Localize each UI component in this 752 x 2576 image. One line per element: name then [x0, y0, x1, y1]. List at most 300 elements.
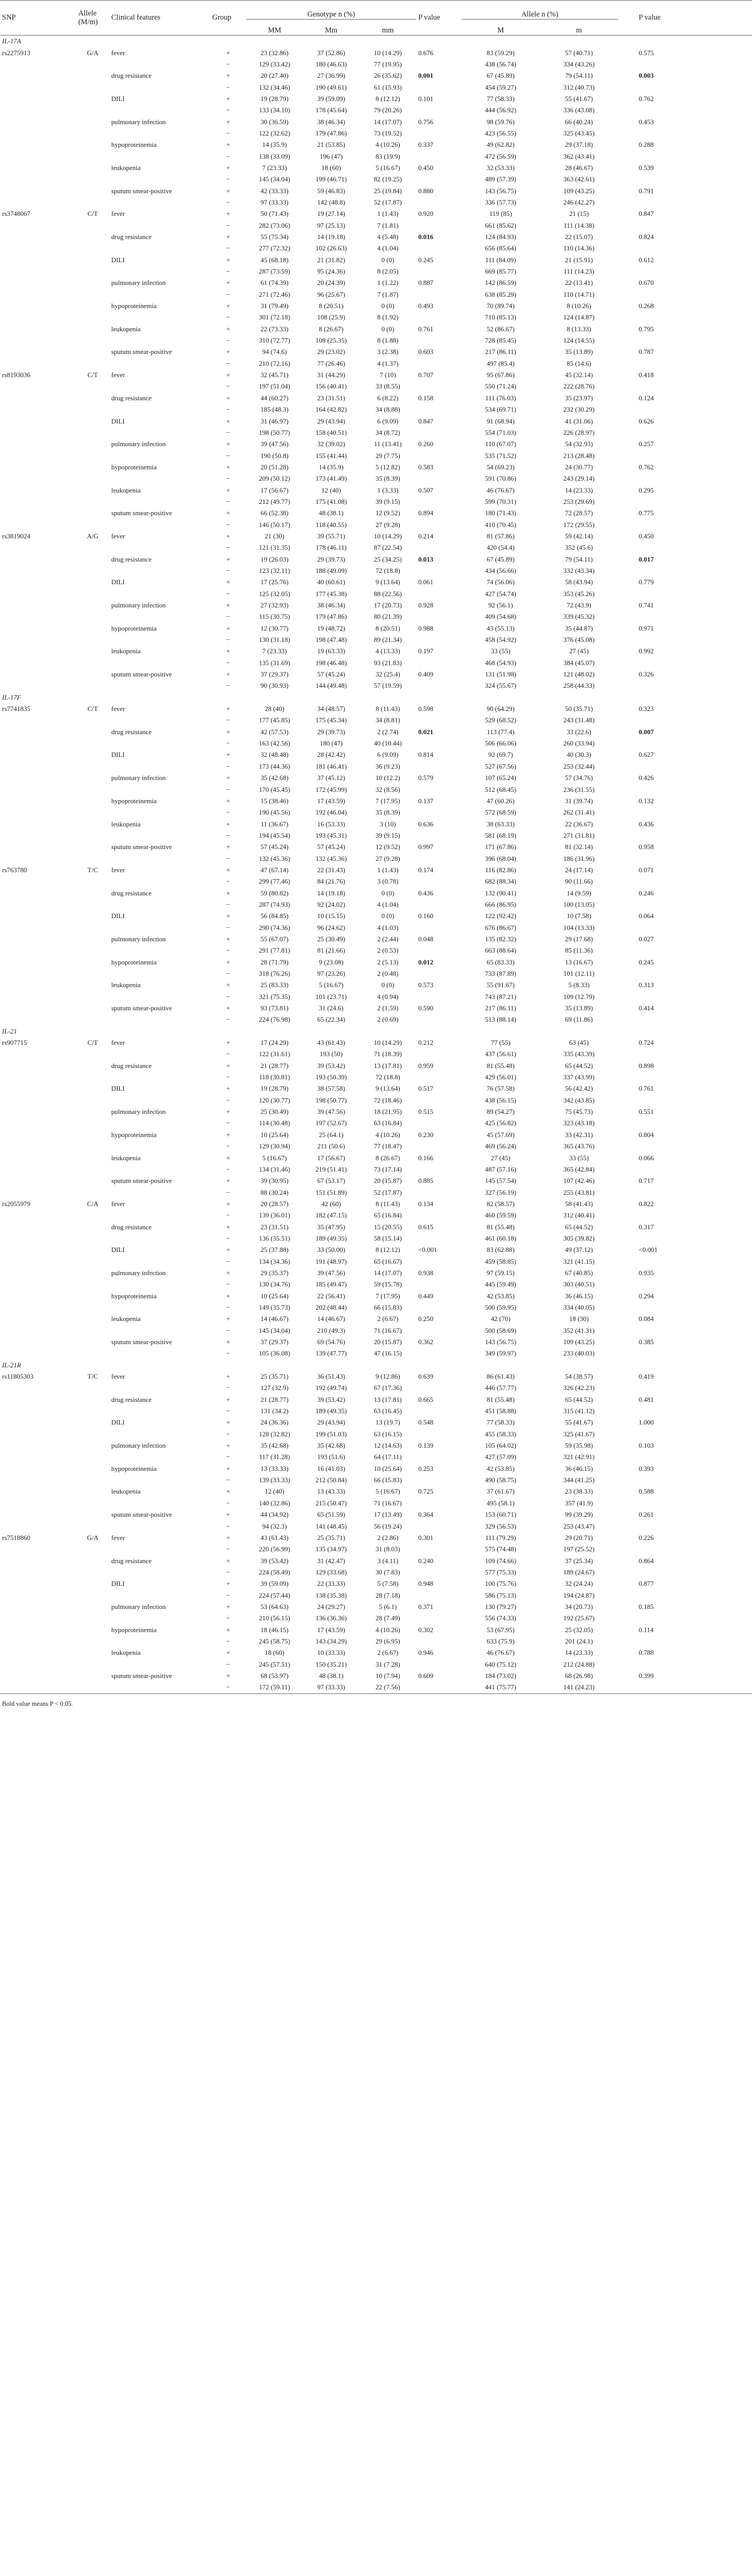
allele-p-value: 0.779	[639, 578, 654, 586]
snp-id	[0, 807, 76, 818]
allele-code: C/T	[87, 1039, 98, 1047]
genotype-p-value	[416, 1141, 462, 1152]
genotype-MM: 135 (31.69)	[259, 658, 290, 667]
genotype-mm: 2 (1.59)	[377, 1004, 399, 1012]
genotype-p-value: 0.253	[418, 1464, 434, 1472]
group-sign: −	[226, 382, 230, 391]
genotype-MM: 31 (46.97)	[260, 417, 289, 425]
genotype-p-value: 0.959	[418, 1061, 434, 1070]
table-row	[0, 1060, 752, 1072]
genotype-MM: 139 (33.33)	[259, 1476, 290, 1484]
table-row	[0, 1210, 752, 1221]
group-sign: −	[226, 808, 230, 817]
genotype-p-value	[416, 1348, 462, 1359]
allele-m: 29 (20.71)	[565, 1533, 593, 1541]
group-sign: −	[226, 1660, 230, 1668]
clinical-feature	[109, 1072, 210, 1083]
clinical-feature	[109, 1636, 210, 1647]
snp-id	[0, 853, 76, 864]
table-row	[0, 876, 752, 887]
genotype-mm: 9 (13.64)	[375, 1084, 400, 1093]
clinical-feature	[109, 761, 210, 772]
genotype-p-value: 0.166	[418, 1154, 434, 1162]
allele-code: T/C	[87, 866, 98, 874]
genotype-mm: 29 (6.95)	[375, 1637, 400, 1645]
clinical-feature	[109, 174, 210, 185]
group-sign: +	[226, 647, 230, 655]
allele-p-value	[618, 1117, 752, 1129]
genotype-Mm: 38 (46.34)	[317, 601, 346, 609]
allele-m: 111 (14.38)	[563, 221, 594, 229]
allele-p-value: 0.071	[639, 866, 654, 874]
genotype-MM: 163 (42.56)	[259, 739, 290, 748]
allele-m: 192 (25.67)	[563, 1614, 595, 1622]
group-sign: +	[226, 210, 230, 218]
allele-code: G/A	[87, 1533, 99, 1541]
genotype-MM: 118 (30.81)	[259, 1073, 290, 1081]
allele-p-value	[618, 1187, 752, 1198]
clinical-feature	[109, 1475, 210, 1486]
group-sign: +	[226, 555, 230, 563]
allele-M: 67 (45.89)	[486, 72, 515, 80]
snp-id	[0, 1509, 76, 1520]
table-row	[0, 427, 752, 438]
allele-M: 43 (55.13)	[486, 624, 515, 632]
clinical-feature: fever	[111, 866, 125, 874]
allele-p-value	[618, 1567, 752, 1578]
allele-m: 65 (44.52)	[565, 1061, 593, 1070]
allele-code	[76, 1325, 109, 1336]
allele-p-value	[618, 945, 752, 956]
genotype-Mm: 95 (24.36)	[317, 267, 346, 276]
allele-m: 124 (14.55)	[563, 336, 595, 345]
genotype-MM: 173 (44.36)	[259, 762, 290, 770]
genotype-mm: 4 (1.37)	[377, 359, 399, 367]
genotype-mm: 63 (16.84)	[373, 1119, 402, 1127]
allele-M: 46 (76.67)	[486, 486, 515, 494]
group-sign: +	[226, 796, 230, 805]
header-M: M	[462, 20, 540, 36]
genotype-p-value: 0.615	[418, 1223, 434, 1231]
allele-m: 33 (42.31)	[565, 1130, 593, 1139]
group-sign: +	[226, 187, 230, 195]
genotype-MM: 57 (45.24)	[260, 843, 289, 851]
snp-id	[0, 1498, 76, 1509]
genotype-MM: 120 (30.77)	[259, 1096, 290, 1104]
clinical-feature: pulmonary infection	[111, 1108, 166, 1116]
genotype-Mm: 92 (24.02)	[317, 900, 346, 908]
genotype-p-value: 0.021	[418, 727, 434, 736]
clinical-feature	[109, 680, 210, 691]
group-sign: +	[226, 440, 230, 448]
allele-M: 65 (83.33)	[486, 958, 515, 966]
allele-p-value: 0.426	[639, 774, 654, 782]
allele-M: 427 (54.74)	[485, 589, 517, 598]
genotype-p-value	[416, 1451, 462, 1463]
allele-m: 28 (46.67)	[565, 163, 593, 172]
clinical-feature	[109, 266, 210, 277]
genotype-Mm: 192 (49.74)	[315, 1384, 347, 1392]
snp-id	[0, 1060, 76, 1072]
allele-code	[76, 358, 109, 369]
allele-m: 81 (32.14)	[565, 843, 593, 851]
genotype-mm: 39 (9.15)	[375, 497, 400, 505]
table-row	[0, 1532, 752, 1544]
genotype-p-value: 0.814	[418, 751, 434, 759]
snp-id	[0, 1682, 76, 1693]
allele-m: 222 (28.76)	[563, 382, 595, 391]
allele-code	[76, 1106, 109, 1117]
allele-p-value	[618, 220, 752, 231]
genotype-mm: 88 (22.56)	[373, 589, 402, 598]
genotype-p-value	[416, 565, 462, 577]
genotype-p-value: 0.639	[418, 1372, 434, 1381]
allele-M: 130 (79.27)	[485, 1602, 517, 1611]
header-p-value-genotype: P value	[416, 1, 462, 36]
allele-code	[76, 1555, 109, 1566]
allele-code	[76, 1233, 109, 1244]
allele-M: 438 (56.15)	[485, 1096, 517, 1104]
allele-code	[76, 1682, 109, 1693]
allele-code	[76, 1210, 109, 1221]
group-sign: −	[226, 854, 230, 862]
allele-code	[76, 1509, 109, 1520]
genotype-p-value	[416, 1589, 462, 1601]
table-row	[0, 1003, 752, 1014]
snp-id	[0, 611, 76, 622]
genotype-Mm: 13 (43.33)	[317, 1487, 346, 1496]
snp-id	[0, 922, 76, 933]
table-row	[0, 450, 752, 461]
clinical-feature: fever	[111, 48, 125, 57]
genotype-Mm: 37 (52.86)	[317, 48, 346, 57]
group-sign: −	[226, 1015, 230, 1024]
genotype-MM: 30 (36.59)	[260, 117, 289, 126]
table-row	[0, 1336, 752, 1348]
genotype-mm: 6 (9.09)	[377, 751, 399, 759]
allele-m: 109 (43.25)	[563, 187, 595, 195]
allele-p-value: 0.295	[639, 486, 654, 494]
allele-M: 53 (67.95)	[486, 1625, 515, 1634]
allele-code	[76, 1095, 109, 1106]
snp-id	[0, 105, 76, 116]
snp-id	[0, 1417, 76, 1428]
allele-M: 111 (79.29)	[485, 1533, 516, 1541]
group-sign: −	[226, 405, 230, 414]
genotype-mm: 2 (2.86)	[377, 1533, 399, 1541]
group-sign: −	[226, 60, 230, 68]
group-sign: −	[226, 739, 230, 748]
genotype-Mm: 210 (49.3)	[317, 1326, 346, 1334]
header-clinical: Clinical features	[109, 1, 210, 36]
genotype-MM: 132 (34.46)	[259, 83, 290, 91]
allele-code	[76, 1048, 109, 1060]
genotype-MM: 129 (30.94)	[259, 1142, 290, 1150]
allele-M: 97 (59.15)	[486, 1268, 515, 1277]
allele-code	[76, 553, 109, 565]
snp-id	[0, 1175, 76, 1187]
allele-p-value: 0.824	[639, 233, 654, 241]
snp-id	[0, 1589, 76, 1601]
genotype-mm: 67 (17.36)	[373, 1384, 402, 1392]
genotype-MM: 56 (84.85)	[260, 912, 289, 920]
allele-p-value	[618, 715, 752, 726]
genotype-p-value: 0.139	[418, 1442, 434, 1450]
genotype-MM: 197 (51.04)	[259, 382, 290, 391]
group-sign: −	[226, 566, 230, 574]
genotype-MM: 25 (30.49)	[260, 1108, 289, 1116]
allele-M: 529 (68.52)	[485, 716, 517, 724]
genotype-MM: 139 (36.01)	[259, 1211, 290, 1219]
clinical-feature	[109, 1567, 210, 1578]
allele-code	[76, 1578, 109, 1589]
clinical-feature: fever	[111, 210, 125, 218]
allele-p-value	[618, 427, 752, 438]
genotype-p-value: 0.158	[418, 394, 434, 402]
genotype-mm: 1 (3.33)	[377, 486, 399, 494]
genotype-Mm: 192 (46.04)	[315, 808, 347, 817]
genotype-p-value	[416, 1072, 462, 1083]
genotype-mm: 3 (4.11)	[377, 1556, 399, 1565]
allele-m: 110 (14.71)	[563, 290, 595, 298]
genotype-Mm: 22 (33.33)	[317, 1580, 346, 1588]
allele-m: 37 (25.34)	[565, 1556, 593, 1565]
table-row	[0, 1106, 752, 1117]
group-sign: +	[226, 1671, 230, 1680]
allele-M: 458 (54.92)	[485, 636, 517, 644]
header-allele	[76, 1, 109, 36]
snp-id	[0, 1624, 76, 1635]
allele-M: 535 (71.52)	[485, 451, 517, 460]
allele-p-value	[618, 496, 752, 507]
allele-m: 365 (43.76)	[563, 1142, 595, 1150]
allele-m: 321 (41.15)	[563, 1257, 595, 1265]
genotype-p-value	[416, 1636, 462, 1647]
allele-m: 246 (42.27)	[563, 198, 595, 206]
table-row	[0, 910, 752, 922]
allele-M: 554 (71.03)	[485, 428, 517, 436]
genotype-mm: 71 (18.39)	[373, 1050, 402, 1058]
genotype-mm: 10 (7.94)	[375, 1671, 400, 1680]
allele-M: 77 (58.33)	[486, 1418, 515, 1427]
snp-id	[0, 1544, 76, 1555]
allele-code: T/C	[87, 1372, 98, 1381]
genotype-MM: 140 (32.86)	[259, 1499, 290, 1507]
allele-p-value: 0.103	[639, 1442, 654, 1450]
genotype-Mm: 96 (25.67)	[317, 290, 346, 298]
table-row	[0, 1279, 752, 1290]
genotype-p-value	[416, 680, 462, 691]
header-allele-n: Allele n (%)	[462, 1, 618, 20]
genotype-MM: 39 (53.42)	[260, 1556, 289, 1565]
allele-m: 342 (43.85)	[563, 1096, 595, 1104]
genotype-Mm: 156 (40.41)	[315, 382, 347, 391]
genotype-Mm: 65 (22.34)	[317, 1015, 346, 1024]
allele-m: 121 (48.02)	[563, 670, 595, 679]
genotype-mm: 2 (0.69)	[377, 1015, 399, 1024]
genotype-MM: 94 (32.3)	[262, 1522, 287, 1530]
group-sign: −	[226, 198, 230, 206]
genotype-mm: 29 (7.75)	[375, 451, 400, 460]
table-row	[0, 484, 752, 496]
allele-M: 27 (45)	[491, 1154, 510, 1162]
genotype-p-value	[416, 1117, 462, 1129]
genotype-mm: 63 (16.15)	[373, 1430, 402, 1438]
group-sign: −	[226, 613, 230, 621]
genotype-p-value: 0.573	[418, 981, 434, 989]
allele-code	[76, 1164, 109, 1175]
genotype-p-value: 0.371	[418, 1602, 434, 1611]
genotype-Mm: 16 (53.33)	[317, 820, 346, 828]
genotype-MM: 19 (26.03)	[260, 555, 289, 563]
allele-m: 141 (24.23)	[540, 1682, 618, 1693]
genotype-MM: 14 (35.9)	[262, 141, 287, 149]
genotype-MM: 15 (38.46)	[260, 796, 289, 805]
genotype-p-value: 0.101	[418, 94, 434, 103]
genotype-mm: 30 (7.83)	[375, 1568, 400, 1576]
snp-id	[0, 945, 76, 956]
group-sign: −	[210, 1682, 246, 1693]
clinical-feature	[109, 807, 210, 818]
footnote: Bold value means P < 0.05.	[2, 1700, 73, 1707]
genotype-p-value	[416, 473, 462, 484]
snp-id	[0, 81, 76, 93]
table-row	[0, 991, 752, 1003]
table-row	[0, 634, 752, 646]
snp-id	[0, 1244, 76, 1256]
genotype-p-value: 0.174	[418, 866, 434, 874]
genotype-Mm: 175 (41.08)	[315, 497, 347, 505]
genotype-MM: 10 (25.64)	[260, 1292, 289, 1300]
allele-p-value	[618, 174, 752, 185]
group-sign: +	[226, 463, 230, 471]
allele-p-value: 0.246	[639, 889, 654, 897]
allele-code	[76, 542, 109, 553]
allele-M: 497 (85.4)	[486, 359, 515, 367]
genotype-p-value: 0.603	[418, 348, 434, 356]
genotype-MM: 23 (32.86)	[260, 48, 289, 57]
snp-id	[0, 277, 76, 289]
genotype-mm: 4 (1.04)	[377, 244, 399, 252]
table-row	[0, 335, 752, 346]
table-row	[0, 1647, 752, 1658]
allele-code	[76, 266, 109, 277]
allele-p-value	[618, 150, 752, 162]
table-row	[0, 703, 752, 715]
genotype-mm: 12 (9.52)	[375, 509, 400, 517]
genotype-MM: 21 (30)	[265, 532, 284, 540]
allele-M: 663 (88.64)	[485, 946, 517, 955]
genotype-MM: 7 (23.33)	[262, 647, 287, 655]
genotype-p-value	[416, 312, 462, 323]
allele-M: 513 (88.14)	[485, 1015, 517, 1024]
allele-p-value: 0.670	[639, 279, 654, 287]
genotype-p-value: 0.134	[418, 1199, 434, 1208]
genotype-MM: 17 (56.67)	[260, 486, 289, 494]
clinical-feature: leukopenia	[111, 486, 141, 494]
table-row	[0, 1371, 752, 1382]
allele-p-value	[618, 197, 752, 208]
allele-m: 55 (41.67)	[565, 94, 593, 103]
allele-code	[76, 646, 109, 657]
genotype-mm: 34 (8.81)	[375, 716, 400, 724]
group-sign: +	[226, 371, 230, 379]
allele-p-value: 0.399	[639, 1671, 654, 1680]
genotype-mm: 8 (12.12)	[375, 94, 400, 103]
genotype-Mm: 193 (51.6)	[317, 1453, 346, 1461]
allele-m: 72 (28.57)	[565, 509, 593, 517]
table-row	[0, 231, 752, 243]
genotype-MM: 321 (75.35)	[259, 992, 290, 1001]
genotype-Mm: 35 (42.68)	[317, 1442, 346, 1450]
allele-M: 420 (54.4)	[486, 544, 515, 552]
allele-p-value	[618, 634, 752, 646]
allele-M: 444 (56.92)	[485, 106, 517, 114]
table-row	[0, 945, 752, 956]
genotype-MM: 42 (33.33)	[260, 187, 289, 195]
genotype-mm: 28 (7.18)	[375, 1591, 400, 1599]
table-row	[0, 496, 752, 507]
genotype-MM: 61 (74.39)	[260, 279, 289, 287]
snp-id	[0, 1083, 76, 1094]
genotype-mm: 7 (10)	[380, 371, 396, 379]
clinical-feature	[109, 611, 210, 622]
allele-m: 72 (43.9)	[567, 601, 591, 609]
genotype-Mm: 18 (60)	[321, 163, 341, 172]
allele-p-value	[618, 922, 752, 933]
group-sign: +	[226, 1130, 230, 1139]
allele-code	[76, 715, 109, 726]
genotype-Mm: 141 (48.45)	[315, 1522, 347, 1530]
snp-id	[0, 1313, 76, 1325]
genotype-mm: 13 (17.81)	[373, 1061, 402, 1070]
genotype-MM: 97 (33.33)	[260, 198, 289, 206]
clinical-feature	[109, 715, 210, 726]
genotype-Mm: 38 (46.34)	[317, 117, 346, 126]
genotype-p-value	[416, 1233, 462, 1244]
snp-id	[0, 749, 76, 760]
table-row	[0, 1624, 752, 1635]
allele-p-value: 0.114	[639, 1625, 654, 1634]
genotype-MM: 18 (60)	[265, 1649, 284, 1657]
genotype-mm: 10 (14.29)	[373, 48, 402, 57]
allele-M: 434 (56.66)	[485, 566, 517, 574]
genotype-mm: 4 (0.94)	[377, 992, 399, 1001]
snp-id	[0, 1152, 76, 1163]
genotype-Mm: 189 (49.35)	[315, 1407, 347, 1415]
allele-M: 396 (68.04)	[485, 854, 517, 862]
genotype-MM: 24 (36.36)	[260, 1418, 289, 1427]
group-sign: −	[226, 451, 230, 460]
table-row	[0, 47, 752, 58]
table-row	[0, 1083, 752, 1094]
genotype-p-value	[416, 1475, 462, 1486]
group-sign: −	[226, 1096, 230, 1104]
allele-M: 572 (68.59)	[485, 808, 517, 817]
snp-id	[0, 957, 76, 968]
clinical-feature: DILI	[111, 256, 125, 264]
allele-p-value	[618, 1233, 752, 1244]
genotype-p-value	[416, 335, 462, 346]
allele-m: 232 (30.29)	[563, 405, 595, 414]
allele-m: 323 (43.18)	[563, 1119, 595, 1127]
table-row	[0, 1256, 752, 1267]
table-row	[0, 934, 752, 945]
allele-p-value: 0.877	[639, 1580, 654, 1588]
allele-m: 344 (41.25)	[563, 1476, 595, 1484]
genotype-Mm: 31 (44.29)	[317, 371, 346, 379]
allele-p-value: 0.762	[639, 463, 654, 471]
